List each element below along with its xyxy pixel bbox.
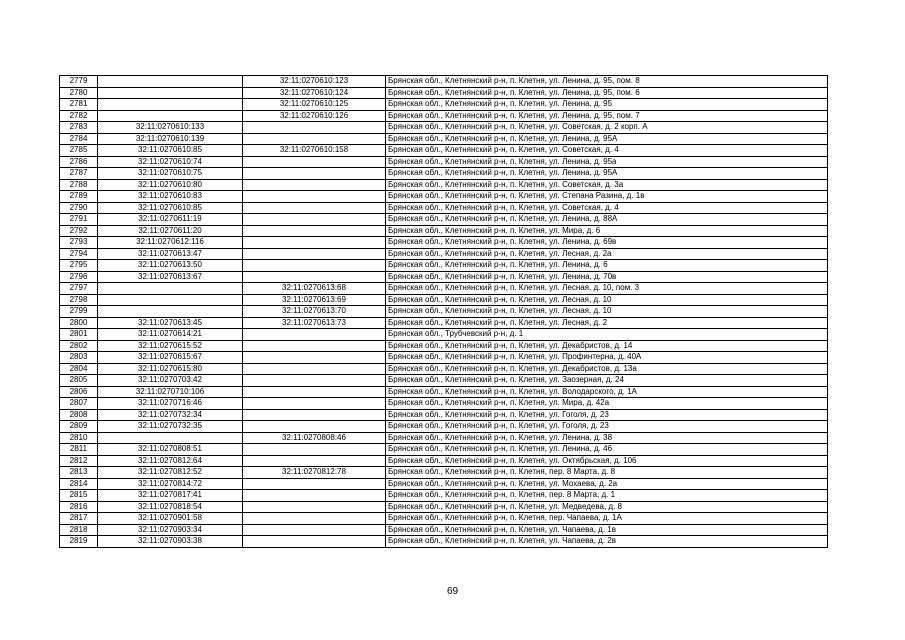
address-cell: Брянская обл., Клетнянский р-н, п. Клетня, ул. Ленина, д. 38 — [386, 432, 828, 444]
address-cell: Брянская обл., Клетнянский р-н, п. Клетня, ул. Лесная, д. 10, пом. 3 — [386, 283, 828, 295]
address-cell: Брянская обл., Клетнянский р-н, п. Клетня, ул. Чапаева, д. 1в — [386, 524, 828, 536]
cadastral-number-related-cell — [243, 225, 386, 237]
cadastral-number-cell: 32:11:0270610:133 — [98, 122, 243, 134]
table-row — [60, 375, 828, 387]
address-cell: Брянская обл., Клетнянский р-н, п. Клетня, ул. Советская, д. 4 — [386, 202, 828, 214]
table-row — [60, 501, 828, 513]
cadastral-number-related-cell — [243, 248, 386, 260]
table-row — [60, 99, 828, 111]
cadastral-number-cell — [98, 306, 243, 318]
cadastral-number-cell: 32:11:0270613:67 — [98, 271, 243, 283]
row-number-cell: 2785 — [60, 145, 98, 157]
table-row — [60, 513, 828, 525]
cadastral-number-cell — [98, 76, 243, 88]
cadastral-number-related-cell: 32:11:0270812:78 — [243, 467, 386, 479]
cadastral-number-related-cell — [243, 363, 386, 375]
row-number-cell: 2795 — [60, 260, 98, 272]
cadastral-number-related-cell — [243, 455, 386, 467]
row-number-cell: 2794 — [60, 248, 98, 260]
cadastral-number-related-cell: 32:11:0270613:69 — [243, 294, 386, 306]
row-number-cell: 2813 — [60, 467, 98, 479]
registry-table — [59, 75, 828, 548]
row-number-cell: 2817 — [60, 513, 98, 525]
cadastral-number-cell — [98, 110, 243, 122]
cadastral-number-related-cell — [243, 260, 386, 272]
row-number-cell: 2780 — [60, 87, 98, 99]
cadastral-number-cell — [98, 99, 243, 111]
table-row — [60, 329, 828, 341]
table-row — [60, 398, 828, 410]
cadastral-number-related-cell — [243, 490, 386, 502]
table-row — [60, 225, 828, 237]
address-cell: Брянская обл., Клетнянский р-н, п. Клетня, ул. Гоголя, д. 23 — [386, 409, 828, 421]
row-number-cell: 2811 — [60, 444, 98, 456]
row-number-cell: 2779 — [60, 76, 98, 88]
cadastral-number-related-cell — [243, 478, 386, 490]
row-number-cell: 2806 — [60, 386, 98, 398]
row-number-cell: 2801 — [60, 329, 98, 341]
cadastral-number-related-cell: 32:11:0270610:123 — [243, 76, 386, 88]
cadastral-number-related-cell — [243, 536, 386, 548]
cadastral-number-related-cell: 32:11:0270613:70 — [243, 306, 386, 318]
cadastral-number-cell — [98, 87, 243, 99]
cadastral-number-related-cell: 32:11:0270610:158 — [243, 145, 386, 157]
cadastral-number-cell: 32:11:0270610:83 — [98, 191, 243, 203]
cadastral-number-cell: 32:11:0270808:51 — [98, 444, 243, 456]
address-cell: Брянская обл., Клетнянский р-н, п. Клетня, ул. Володарского, д. 1А — [386, 386, 828, 398]
cadastral-number-related-cell — [243, 409, 386, 421]
address-cell: Брянская обл., Клетнянский р-н, п. Клетня, ул. Лесная, д. 2а — [386, 248, 828, 260]
address-cell: Брянская обл., Клетнянский р-н, п. Клетня, ул. Ленина, д. 95А — [386, 133, 828, 145]
cadastral-number-cell: 32:11:0270613:50 — [98, 260, 243, 272]
row-number-cell: 2796 — [60, 271, 98, 283]
table-row — [60, 76, 828, 88]
address-cell: Брянская обл., Клетнянский р-н, п. Клетня, ул. Ленина, д. 70в — [386, 271, 828, 283]
table-row — [60, 467, 828, 479]
row-number-cell: 2798 — [60, 294, 98, 306]
row-number-cell: 2783 — [60, 122, 98, 134]
table-row — [60, 490, 828, 502]
cadastral-number-related-cell: 32:11:0270808:46 — [243, 432, 386, 444]
table-row — [60, 87, 828, 99]
table-row — [60, 248, 828, 260]
address-cell: Брянская обл., Клетнянский р-н, п. Клетня, пер. 8 Марта, д. 1 — [386, 490, 828, 502]
cadastral-number-related-cell — [243, 202, 386, 214]
row-number-cell: 2805 — [60, 375, 98, 387]
cadastral-number-cell: 32:11:0270710:106 — [98, 386, 243, 398]
cadastral-number-related-cell: 32:11:0270610:124 — [243, 87, 386, 99]
cadastral-number-related-cell — [243, 386, 386, 398]
address-cell: Брянская обл., Клетнянский р-н, п. Клетня, ул. Лесная, д. 2 — [386, 317, 828, 329]
cadastral-number-related-cell — [243, 191, 386, 203]
cadastral-number-cell: 32:11:0270610:75 — [98, 168, 243, 180]
cadastral-number-related-cell — [243, 214, 386, 226]
table-row — [60, 536, 828, 548]
table-row — [60, 478, 828, 490]
table-row — [60, 156, 828, 168]
cadastral-number-cell: 32:11:0270615:52 — [98, 340, 243, 352]
address-cell: Брянская обл., Клетнянский р-н, п. Клетня, ул. Заозерная, д. 24 — [386, 375, 828, 387]
row-number-cell: 2804 — [60, 363, 98, 375]
cadastral-number-related-cell — [243, 398, 386, 410]
cadastral-number-cell: 32:11:0270610:85 — [98, 145, 243, 157]
row-number-cell: 2797 — [60, 283, 98, 295]
cadastral-number-cell: 32:11:0270612:116 — [98, 237, 243, 249]
address-cell: Брянская обл., Клетнянский р-н, п. Клетня, ул. Ленина, д. 88А — [386, 214, 828, 226]
address-cell: Брянская обл., Клетнянский р-н, п. Клетня, ул. Лесная, д. 10 — [386, 294, 828, 306]
cadastral-number-cell — [98, 294, 243, 306]
cadastral-number-related-cell: 32:11:0270613:68 — [243, 283, 386, 295]
address-cell: Брянская обл., Клетнянский р-н, п. Клетня, ул. Ленина, д. 95А — [386, 168, 828, 180]
table-row — [60, 179, 828, 191]
table-row — [60, 110, 828, 122]
cadastral-number-related-cell: 32:11:0270610:125 — [243, 99, 386, 111]
row-number-cell: 2802 — [60, 340, 98, 352]
address-cell: Брянская обл., Клетнянский р-н, п. Клетня, ул. Ленина, д. 95, пом. 8 — [386, 76, 828, 88]
cadastral-number-related-cell: 32:11:0270613:73 — [243, 317, 386, 329]
row-number-cell: 2803 — [60, 352, 98, 364]
cadastral-number-cell: 32:11:0270901:58 — [98, 513, 243, 525]
cadastral-number-related-cell — [243, 421, 386, 433]
table-row — [60, 455, 828, 467]
table-row — [60, 363, 828, 375]
address-cell: Брянская обл., Клетнянский р-н, п. Клетня, ул. Ленина, д. 95 — [386, 99, 828, 111]
table-row — [60, 421, 828, 433]
table-row — [60, 271, 828, 283]
address-cell: Брянская обл., Клетнянский р-н, п. Клетня, ул. Ленина, д. 46 — [386, 444, 828, 456]
cadastral-number-related-cell — [243, 133, 386, 145]
cadastral-number-cell — [98, 283, 243, 295]
cadastral-number-cell: 32:11:0270613:47 — [98, 248, 243, 260]
address-cell: Брянская обл., Клетнянский р-н, п. Клетня, ул. Декабристов, д. 13а — [386, 363, 828, 375]
table-row — [60, 294, 828, 306]
row-number-cell: 2816 — [60, 501, 98, 513]
cadastral-number-cell: 32:11:0270818:54 — [98, 501, 243, 513]
table-row — [60, 133, 828, 145]
cadastral-number-cell: 32:11:0270903:38 — [98, 536, 243, 548]
cadastral-number-cell: 32:11:0270814:72 — [98, 478, 243, 490]
cadastral-number-cell: 32:11:0270610:74 — [98, 156, 243, 168]
row-number-cell: 2782 — [60, 110, 98, 122]
row-number-cell: 2787 — [60, 168, 98, 180]
row-number-cell: 2818 — [60, 524, 98, 536]
row-number-cell: 2808 — [60, 409, 98, 421]
page-number: 69 — [446, 586, 459, 597]
cadastral-number-related-cell — [243, 352, 386, 364]
cadastral-number-cell: 32:11:0270817:41 — [98, 490, 243, 502]
table-row — [60, 432, 828, 444]
table-row — [60, 260, 828, 272]
cadastral-number-cell: 32:11:0270610:85 — [98, 202, 243, 214]
row-number-cell: 2784 — [60, 133, 98, 145]
table-row — [60, 122, 828, 134]
table-row — [60, 317, 828, 329]
table-row — [60, 283, 828, 295]
cadastral-number-cell — [98, 432, 243, 444]
cadastral-number-related-cell — [243, 168, 386, 180]
address-cell: Брянская обл., Клетнянский р-н, п. Клетня, ул. Ленина, д. 6 — [386, 260, 828, 272]
row-number-cell: 2800 — [60, 317, 98, 329]
cadastral-number-related-cell — [243, 329, 386, 341]
table-row — [60, 214, 828, 226]
cadastral-number-cell: 32:11:0270903:34 — [98, 524, 243, 536]
cadastral-number-related-cell — [243, 122, 386, 134]
cadastral-number-related-cell — [243, 179, 386, 191]
row-number-cell: 2814 — [60, 478, 98, 490]
table-row — [60, 352, 828, 364]
row-number-cell: 2809 — [60, 421, 98, 433]
address-cell: Брянская обл., Клетнянский р-н, п. Клетня, ул. Ленина, д. 95, пом. 6 — [386, 87, 828, 99]
row-number-cell: 2791 — [60, 214, 98, 226]
cadastral-number-cell: 32:11:0270614:21 — [98, 329, 243, 341]
cadastral-number-cell: 32:11:0270615:67 — [98, 352, 243, 364]
row-number-cell: 2789 — [60, 191, 98, 203]
address-cell: Брянская обл., Клетнянский р-н, п. Клетня, ул. Ленина, д. 95а — [386, 156, 828, 168]
cadastral-number-cell: 32:11:0270732:35 — [98, 421, 243, 433]
table-row — [60, 168, 828, 180]
cadastral-number-cell: 32:11:0270703:42 — [98, 375, 243, 387]
address-cell: Брянская обл., Клетнянский р-н, п. Клетня, ул. Советская, д. 4 — [386, 145, 828, 157]
address-cell: Брянская обл., Клетнянский р-н, п. Клетня, ул. Лесная, д. 10 — [386, 306, 828, 318]
address-cell: Брянская обл., Клетнянский р-н, п. Клетня, ул. Ленина, д. 69в — [386, 237, 828, 249]
address-cell: Брянская обл., Клетнянский р-н, п. Клетня, ул. Профинтерна, д. 40А — [386, 352, 828, 364]
address-cell: Брянская обл., Клетнянский р-н, п. Клетня, ул. Советская, д. 2 корп. А — [386, 122, 828, 134]
table-row — [60, 237, 828, 249]
address-cell: Брянская обл., Клетнянский р-н, п. Клетня, ул. Мира, д. 6 — [386, 225, 828, 237]
table-row — [60, 340, 828, 352]
table-row — [60, 306, 828, 318]
row-number-cell: 2793 — [60, 237, 98, 249]
cadastral-number-cell: 32:11:0270716:46 — [98, 398, 243, 410]
table-row — [60, 386, 828, 398]
cadastral-number-related-cell — [243, 501, 386, 513]
row-number-cell: 2792 — [60, 225, 98, 237]
cadastral-number-related-cell — [243, 237, 386, 249]
registry-table-body — [60, 76, 828, 548]
address-cell: Брянская обл., Клетнянский р-н, п. Клетня, ул. Октябрьская, д. 106 — [386, 455, 828, 467]
row-number-cell: 2788 — [60, 179, 98, 191]
row-number-cell: 2819 — [60, 536, 98, 548]
row-number-cell: 2807 — [60, 398, 98, 410]
cadastral-number-cell: 32:11:0270610:139 — [98, 133, 243, 145]
cadastral-number-cell: 32:11:0270812:64 — [98, 455, 243, 467]
cadastral-number-cell: 32:11:0270615:80 — [98, 363, 243, 375]
cadastral-number-cell: 32:11:0270611:20 — [98, 225, 243, 237]
address-cell: Брянская обл., Клетнянский р-н, п. Клетня, ул. Мохаева, д. 2а — [386, 478, 828, 490]
address-cell: Брянская обл., Клетнянский р-н, п. Клетня, ул. Советская, д. 3а — [386, 179, 828, 191]
address-cell: Брянская обл., Клетнянский р-н, п. Клетня, ул. Степана Разина, д. 1в — [386, 191, 828, 203]
cadastral-number-related-cell — [243, 524, 386, 536]
table-row — [60, 145, 828, 157]
cadastral-number-cell: 32:11:0270613:45 — [98, 317, 243, 329]
address-cell: Брянская обл., Клетнянский р-н, п. Клетня, ул. Декабристов, д. 14 — [386, 340, 828, 352]
row-number-cell: 2812 — [60, 455, 98, 467]
cadastral-number-related-cell — [243, 513, 386, 525]
address-cell: Брянская обл., Трубчевский р-н, д. 1 — [386, 329, 828, 341]
cadastral-number-related-cell — [243, 340, 386, 352]
cadastral-number-related-cell — [243, 271, 386, 283]
table-row — [60, 524, 828, 536]
row-number-cell: 2810 — [60, 432, 98, 444]
row-number-cell: 2781 — [60, 99, 98, 111]
row-number-cell: 2815 — [60, 490, 98, 502]
table-row — [60, 444, 828, 456]
cadastral-number-cell: 32:11:0270610:80 — [98, 179, 243, 191]
cadastral-number-related-cell — [243, 444, 386, 456]
cadastral-number-related-cell: 32:11:0270610:126 — [243, 110, 386, 122]
table-row — [60, 202, 828, 214]
table-row — [60, 409, 828, 421]
row-number-cell: 2790 — [60, 202, 98, 214]
cadastral-number-cell: 32:11:0270812:52 — [98, 467, 243, 479]
address-cell: Брянская обл., Клетнянский р-н, п. Клетня, ул. Гоголя, д. 23 — [386, 421, 828, 433]
address-cell: Брянская обл., Клетнянский р-н, п. Клетня, ул. Мира, д. 42а — [386, 398, 828, 410]
address-cell: Брянская обл., Клетнянский р-н, п. Клетня, пер. 8 Марта, д. 8 — [386, 467, 828, 479]
address-cell: Брянская обл., Клетнянский р-н, п. Клетня, пер. Чапаева, д. 1А — [386, 513, 828, 525]
cadastral-number-cell: 32:11:0270611:19 — [98, 214, 243, 226]
cadastral-number-related-cell — [243, 375, 386, 387]
address-cell: Брянская обл., Клетнянский р-н, п. Клетня, ул. Ленина, д. 95, пом. 7 — [386, 110, 828, 122]
cadastral-number-cell: 32:11:0270732:34 — [98, 409, 243, 421]
table-row — [60, 191, 828, 203]
address-cell: Брянская обл., Клетнянский р-н, п. Клетня, ул. Медведева, д. 8 — [386, 501, 828, 513]
row-number-cell: 2786 — [60, 156, 98, 168]
cadastral-number-related-cell — [243, 156, 386, 168]
row-number-cell: 2799 — [60, 306, 98, 318]
address-cell: Брянская обл., Клетнянский р-н, п. Клетня, ул. Чапаева, д. 2в — [386, 536, 828, 548]
